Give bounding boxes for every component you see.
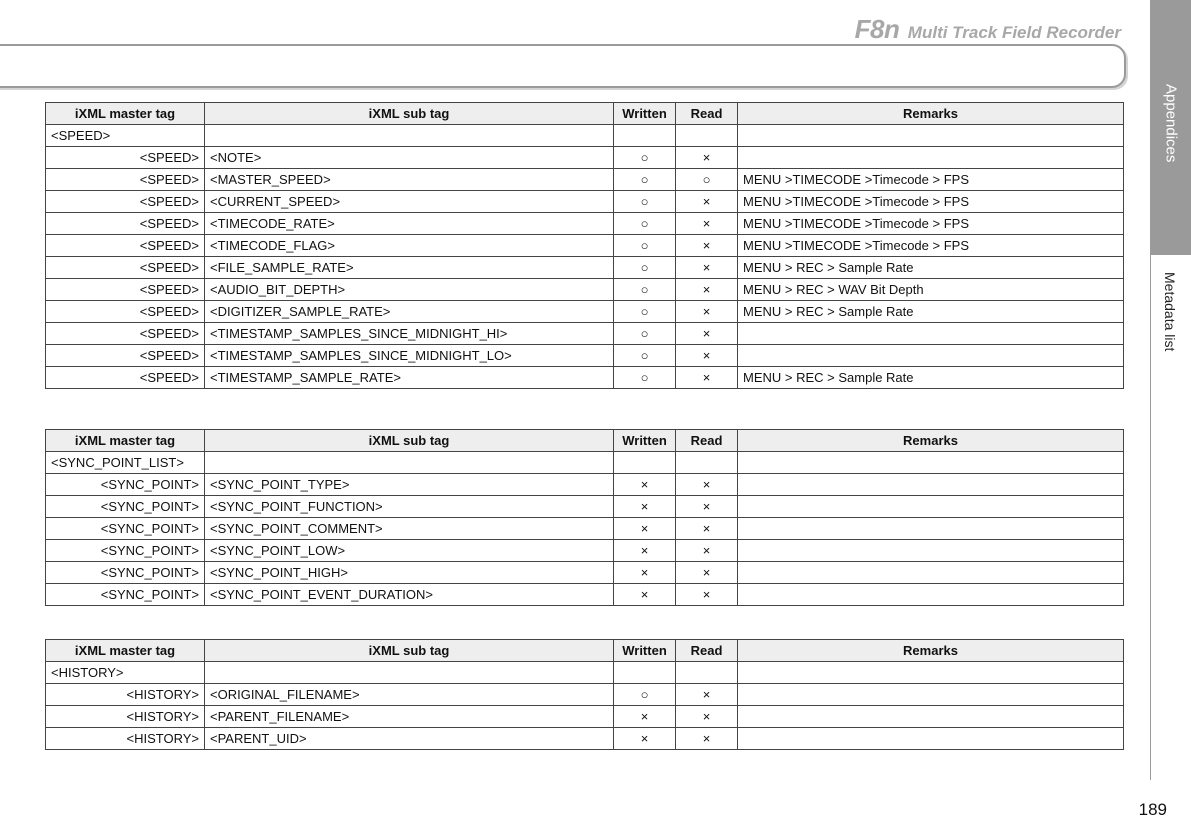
sub-tag: <TIMESTAMP_SAMPLES_SINCE_MIDNIGHT_LO> bbox=[205, 345, 614, 367]
sub-tag: <TIMESTAMP_SAMPLES_SINCE_MIDNIGHT_HI> bbox=[205, 323, 614, 345]
read-mark: × bbox=[676, 728, 738, 750]
document-header-title bbox=[855, 14, 1121, 45]
sub-tag: <SYNC_POINT_TYPE> bbox=[205, 474, 614, 496]
written-mark: × bbox=[614, 562, 676, 584]
read-mark: × bbox=[676, 584, 738, 606]
header-remarks: Remarks bbox=[738, 640, 1124, 662]
master-tag: <HISTORY> bbox=[46, 728, 205, 750]
master-tag: <SPEED> bbox=[46, 257, 205, 279]
table-row bbox=[46, 323, 1124, 345]
read-mark: × bbox=[676, 496, 738, 518]
written-mark: ○ bbox=[614, 323, 676, 345]
sub-tag: <TIMECODE_FLAG> bbox=[205, 235, 614, 257]
model-name: F8n bbox=[854, 14, 900, 44]
table-row bbox=[46, 147, 1124, 169]
master-tag: <SPEED> bbox=[46, 169, 205, 191]
page-number: 189 bbox=[1138, 800, 1167, 819]
table-row bbox=[46, 279, 1124, 301]
sub-tag: <AUDIO_BIT_DEPTH> bbox=[205, 279, 614, 301]
sub-tag: <SYNC_POINT_COMMENT> bbox=[205, 518, 614, 540]
sub-tag: <SYNC_POINT_LOW> bbox=[205, 540, 614, 562]
written-mark: ○ bbox=[614, 345, 676, 367]
read-mark: × bbox=[676, 684, 738, 706]
speed-table bbox=[45, 102, 1124, 389]
master-tag: <SYNC_POINT> bbox=[46, 474, 205, 496]
table-row bbox=[46, 213, 1124, 235]
master-tag: <HISTORY> bbox=[46, 684, 205, 706]
parent-row bbox=[46, 452, 1124, 474]
master-tag: <SYNC_POINT> bbox=[46, 496, 205, 518]
remarks bbox=[738, 584, 1124, 606]
master-tag: <SYNC_POINT> bbox=[46, 584, 205, 606]
remarks bbox=[738, 540, 1124, 562]
master-tag: <SPEED> bbox=[46, 235, 205, 257]
table-row bbox=[46, 367, 1124, 389]
read-mark: × bbox=[676, 474, 738, 496]
read-mark: × bbox=[676, 562, 738, 584]
read-mark: × bbox=[676, 518, 738, 540]
header-bar bbox=[0, 44, 1126, 88]
remarks bbox=[738, 518, 1124, 540]
read-mark: × bbox=[676, 540, 738, 562]
sub-tag: <PARENT_FILENAME> bbox=[205, 706, 614, 728]
master-tag: <SPEED> bbox=[46, 323, 205, 345]
tab-metadata-list-label: Metadata list bbox=[1162, 272, 1178, 352]
sub-tag: <CURRENT_SPEED> bbox=[205, 191, 614, 213]
header-sub: iXML sub tag bbox=[205, 430, 614, 452]
read-mark: × bbox=[676, 301, 738, 323]
remarks bbox=[738, 474, 1124, 496]
table-row bbox=[46, 235, 1124, 257]
read-mark: × bbox=[676, 213, 738, 235]
read-mark: × bbox=[676, 235, 738, 257]
read-mark: × bbox=[676, 147, 738, 169]
written-mark: × bbox=[614, 584, 676, 606]
written-mark: × bbox=[614, 518, 676, 540]
sub-tag: <FILE_SAMPLE_RATE> bbox=[205, 257, 614, 279]
sub-tag: <NOTE> bbox=[205, 147, 614, 169]
header-read: Read bbox=[676, 640, 738, 662]
table-row bbox=[46, 257, 1124, 279]
written-mark: × bbox=[614, 474, 676, 496]
parent-row bbox=[46, 125, 1124, 147]
remarks bbox=[738, 147, 1124, 169]
table-row bbox=[46, 169, 1124, 191]
read-mark: ○ bbox=[676, 169, 738, 191]
written-mark: × bbox=[614, 540, 676, 562]
table-row bbox=[46, 474, 1124, 496]
written-mark: ○ bbox=[614, 147, 676, 169]
header-sub: iXML sub tag bbox=[205, 640, 614, 662]
read-mark: × bbox=[676, 706, 738, 728]
remarks: MENU >TIMECODE >Timecode > FPS bbox=[738, 213, 1124, 235]
written-mark: ○ bbox=[614, 301, 676, 323]
remarks bbox=[738, 345, 1124, 367]
sync-point-table bbox=[45, 429, 1124, 606]
table-header-row bbox=[46, 103, 1124, 125]
written-mark: ○ bbox=[614, 169, 676, 191]
master-tag: <SYNC_POINT> bbox=[46, 562, 205, 584]
table-row bbox=[46, 191, 1124, 213]
table-row bbox=[46, 301, 1124, 323]
remarks: MENU > REC > Sample Rate bbox=[738, 257, 1124, 279]
table-row bbox=[46, 728, 1124, 750]
written-mark: ○ bbox=[614, 279, 676, 301]
written-mark: ○ bbox=[614, 191, 676, 213]
master-tag: <SPEED> bbox=[46, 191, 205, 213]
sub-tag: <ORIGINAL_FILENAME> bbox=[205, 684, 614, 706]
sub-tag: <SYNC_POINT_EVENT_DURATION> bbox=[205, 584, 614, 606]
parent-tag: <SYNC_POINT_LIST> bbox=[46, 452, 205, 474]
parent-tag: <SPEED> bbox=[46, 125, 205, 147]
table-header-row bbox=[46, 430, 1124, 452]
table-row bbox=[46, 584, 1124, 606]
sub-tag: <SYNC_POINT_FUNCTION> bbox=[205, 496, 614, 518]
remarks: MENU >TIMECODE >Timecode > FPS bbox=[738, 169, 1124, 191]
written-mark: ○ bbox=[614, 257, 676, 279]
table-row bbox=[46, 345, 1124, 367]
remarks: MENU > REC > WAV Bit Depth bbox=[738, 279, 1124, 301]
header-written: Written bbox=[614, 430, 676, 452]
header-master: iXML master tag bbox=[46, 103, 205, 125]
master-tag: <SYNC_POINT> bbox=[46, 540, 205, 562]
remarks: MENU >TIMECODE >Timecode > FPS bbox=[738, 235, 1124, 257]
remarks: MENU > REC > Sample Rate bbox=[738, 367, 1124, 389]
written-mark: ○ bbox=[614, 684, 676, 706]
master-tag: <SPEED> bbox=[46, 147, 205, 169]
sub-tag: <MASTER_SPEED> bbox=[205, 169, 614, 191]
header-read: Read bbox=[676, 103, 738, 125]
sub-tag: <DIGITIZER_SAMPLE_RATE> bbox=[205, 301, 614, 323]
table-row bbox=[46, 562, 1124, 584]
history-table bbox=[45, 639, 1124, 750]
read-mark: × bbox=[676, 279, 738, 301]
read-mark: × bbox=[676, 191, 738, 213]
header-remarks: Remarks bbox=[738, 103, 1124, 125]
table-row bbox=[46, 540, 1124, 562]
master-tag: <SPEED> bbox=[46, 367, 205, 389]
tab-appendices[interactable] bbox=[1151, 0, 1191, 255]
read-mark: × bbox=[676, 323, 738, 345]
parent-row bbox=[46, 662, 1124, 684]
sub-tag: <SYNC_POINT_HIGH> bbox=[205, 562, 614, 584]
header-written: Written bbox=[614, 640, 676, 662]
header-remarks: Remarks bbox=[738, 430, 1124, 452]
header-sub: iXML sub tag bbox=[205, 103, 614, 125]
sub-tag: <TIMESTAMP_SAMPLE_RATE> bbox=[205, 367, 614, 389]
master-tag: <SYNC_POINT> bbox=[46, 518, 205, 540]
header-read: Read bbox=[676, 430, 738, 452]
table-header-row bbox=[46, 640, 1124, 662]
header-master: iXML master tag bbox=[46, 430, 205, 452]
master-tag: <SPEED> bbox=[46, 345, 205, 367]
header-master: iXML master tag bbox=[46, 640, 205, 662]
table-row bbox=[46, 496, 1124, 518]
sub-tag: <TIMECODE_RATE> bbox=[205, 213, 614, 235]
remarks bbox=[738, 562, 1124, 584]
sub-tag: <PARENT_UID> bbox=[205, 728, 614, 750]
remarks bbox=[738, 728, 1124, 750]
read-mark: × bbox=[676, 345, 738, 367]
table-row bbox=[46, 706, 1124, 728]
tab-appendices-label: Appendices bbox=[1162, 84, 1180, 163]
table-row bbox=[46, 684, 1124, 706]
written-mark: ○ bbox=[614, 213, 676, 235]
remarks bbox=[738, 706, 1124, 728]
written-mark: ○ bbox=[614, 235, 676, 257]
written-mark: × bbox=[614, 706, 676, 728]
master-tag: <SPEED> bbox=[46, 213, 205, 235]
remarks: MENU > REC > Sample Rate bbox=[738, 301, 1124, 323]
written-mark: × bbox=[614, 496, 676, 518]
master-tag: <SPEED> bbox=[46, 301, 205, 323]
remarks: MENU >TIMECODE >Timecode > FPS bbox=[738, 191, 1124, 213]
written-mark: × bbox=[614, 728, 676, 750]
product-subtitle: Multi Track Field Recorder bbox=[907, 23, 1121, 42]
header-written: Written bbox=[614, 103, 676, 125]
parent-tag: <HISTORY> bbox=[46, 662, 205, 684]
remarks bbox=[738, 684, 1124, 706]
remarks bbox=[738, 496, 1124, 518]
written-mark: ○ bbox=[614, 367, 676, 389]
read-mark: × bbox=[676, 367, 738, 389]
master-tag: <HISTORY> bbox=[46, 706, 205, 728]
table-row bbox=[46, 518, 1124, 540]
read-mark: × bbox=[676, 257, 738, 279]
remarks bbox=[738, 323, 1124, 345]
master-tag: <SPEED> bbox=[46, 279, 205, 301]
